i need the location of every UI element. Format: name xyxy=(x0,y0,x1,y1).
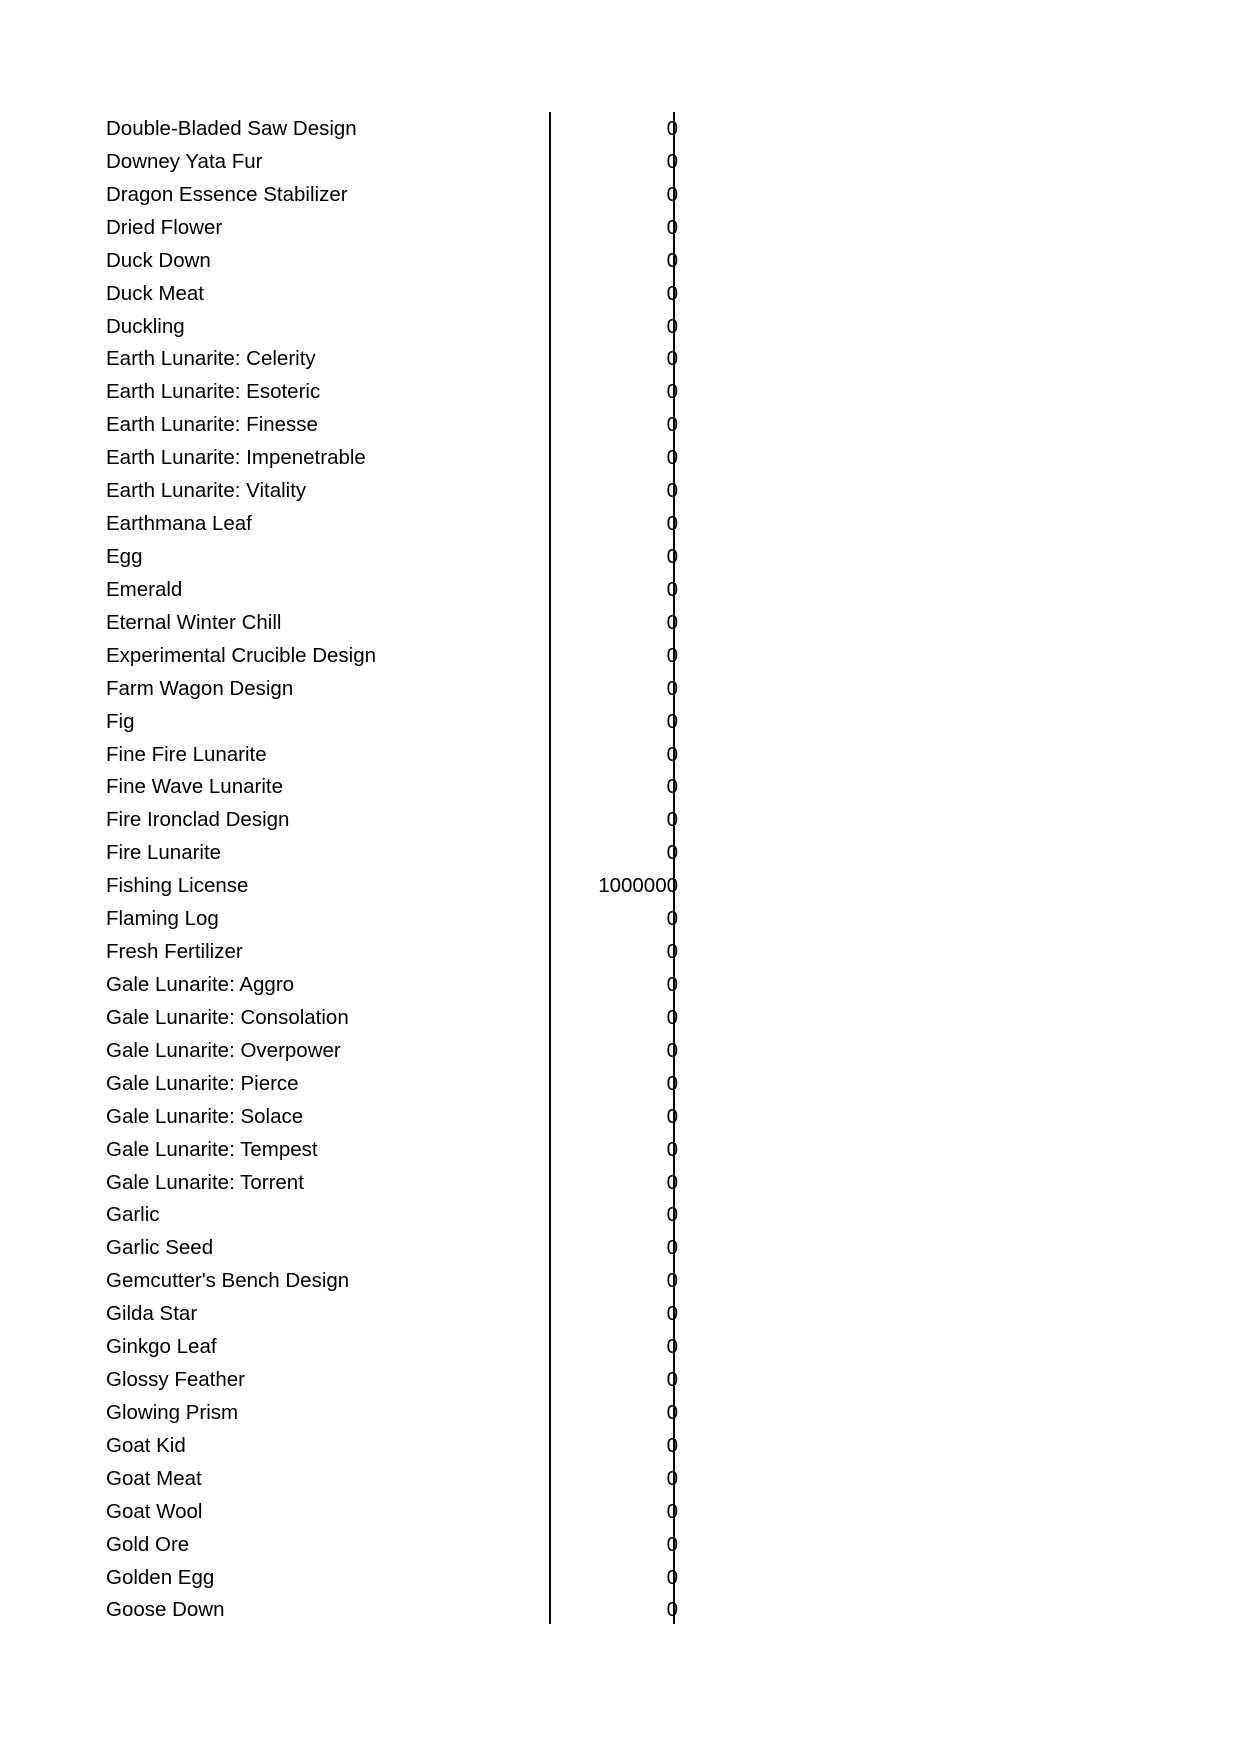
table-row xyxy=(106,776,686,809)
item-value: 0 xyxy=(666,347,678,371)
item-value: 0 xyxy=(666,577,678,601)
item-name: Glossy Feather xyxy=(106,1368,245,1392)
item-value: 0 xyxy=(666,1236,678,1260)
item-value: 0 xyxy=(666,1071,678,1095)
item-value: 0 xyxy=(666,1302,678,1326)
item-name: Earth Lunarite: Vitality xyxy=(106,479,307,503)
item-name: Garlic xyxy=(106,1203,160,1227)
item-value: 0 xyxy=(666,1038,678,1062)
table-row xyxy=(106,1172,686,1205)
table-row xyxy=(106,1534,686,1567)
item-name: Gilda Star xyxy=(106,1302,198,1326)
item-name: Farm Wagon Design xyxy=(106,676,294,700)
item-name: Earthmana Leaf xyxy=(106,512,252,536)
table-row xyxy=(106,118,686,151)
item-value: 0 xyxy=(666,1104,678,1128)
item-value: 0 xyxy=(666,775,678,799)
item-value: 0 xyxy=(666,709,678,733)
item-name: Eternal Winter Chill xyxy=(106,610,282,634)
item-value: 0 xyxy=(666,1499,678,1523)
item-name: Gale Lunarite: Overpower xyxy=(106,1038,341,1062)
table-row xyxy=(106,184,686,217)
item-name: Golden Egg xyxy=(106,1565,215,1589)
item-value: 0 xyxy=(666,1368,678,1392)
table-row xyxy=(106,348,686,381)
item-name: Earth Lunarite: Finesse xyxy=(106,413,318,437)
item-name: Gold Ore xyxy=(106,1532,190,1556)
item-name: Fine Fire Lunarite xyxy=(106,742,267,766)
table-row xyxy=(106,1040,686,1073)
item-name: Earth Lunarite: Impenetrable xyxy=(106,446,366,470)
table-row xyxy=(106,250,686,283)
item-name: Fire Lunarite xyxy=(106,841,222,865)
item-value: 0 xyxy=(666,380,678,404)
item-value: 0 xyxy=(666,1203,678,1227)
item-name: Earth Lunarite: Esoteric xyxy=(106,380,321,404)
item-value: 0 xyxy=(666,610,678,634)
item-value: 0 xyxy=(666,841,678,865)
item-name: Dragon Essence Stabilizer xyxy=(106,182,348,206)
item-table xyxy=(106,118,686,1632)
item-name: Downey Yata Fur xyxy=(106,149,263,173)
table-row xyxy=(106,1204,686,1237)
item-name: Flaming Log xyxy=(106,907,219,931)
table-row xyxy=(106,579,686,612)
table-row xyxy=(106,711,686,744)
table-row xyxy=(106,645,686,678)
item-name: Fishing License xyxy=(106,874,249,898)
table-row xyxy=(106,941,686,974)
item-value: 0 xyxy=(666,248,678,272)
table-row xyxy=(106,1435,686,1468)
table-row xyxy=(106,513,686,546)
item-value: 0 xyxy=(666,940,678,964)
item-value: 0 xyxy=(666,972,678,996)
table-row xyxy=(106,1270,686,1303)
item-name: Garlic Seed xyxy=(106,1236,214,1260)
table-row xyxy=(106,1073,686,1106)
table-row xyxy=(106,908,686,941)
item-value: 0 xyxy=(666,1598,678,1622)
item-value: 0 xyxy=(666,1565,678,1589)
table-row xyxy=(106,217,686,250)
item-value: 0 xyxy=(666,544,678,568)
table-row xyxy=(106,1237,686,1270)
table-row xyxy=(106,316,686,349)
item-value: 0 xyxy=(666,808,678,832)
item-name: Fresh Fertilizer xyxy=(106,940,243,964)
item-name: Gemcutter's Bench Design xyxy=(106,1269,350,1293)
item-value: 0 xyxy=(666,182,678,206)
item-name: Duck Meat xyxy=(106,281,204,305)
item-name: Experimental Crucible Design xyxy=(106,643,377,667)
item-value: 0 xyxy=(666,117,678,140)
item-value: 0 xyxy=(666,643,678,667)
table-row xyxy=(106,1599,686,1632)
table-row xyxy=(106,612,686,645)
item-name: Gale Lunarite: Aggro xyxy=(106,972,295,996)
item-name: Fig xyxy=(106,709,135,733)
table-row xyxy=(106,1106,686,1139)
item-name: Ginkgo Leaf xyxy=(106,1335,217,1359)
item-value: 0 xyxy=(666,1137,678,1161)
item-name: Gale Lunarite: Pierce xyxy=(106,1071,299,1095)
item-value: 0 xyxy=(666,446,678,470)
item-value: 0 xyxy=(666,314,678,338)
table-row xyxy=(106,1007,686,1040)
table-row xyxy=(106,1468,686,1501)
table-row xyxy=(106,414,686,447)
item-value: 0 xyxy=(666,1433,678,1457)
table-row xyxy=(106,480,686,513)
item-name: Gale Lunarite: Tempest xyxy=(106,1137,318,1161)
table-row xyxy=(106,1369,686,1402)
item-name: Goat Wool xyxy=(106,1499,203,1523)
item-value: 0 xyxy=(666,1005,678,1029)
table-row xyxy=(106,381,686,414)
item-value: 1000000 xyxy=(598,874,678,898)
table-row xyxy=(106,1402,686,1435)
item-name: Goat Meat xyxy=(106,1466,202,1490)
table-row xyxy=(106,283,686,316)
item-name: Glowing Prism xyxy=(106,1400,239,1424)
table-row xyxy=(106,546,686,579)
item-name: Double-Bladed Saw Design xyxy=(106,117,357,140)
item-name: Gale Lunarite: Consolation xyxy=(106,1005,349,1029)
item-value: 0 xyxy=(666,149,678,173)
table-row xyxy=(106,842,686,875)
table-row xyxy=(106,974,686,1007)
table-row xyxy=(106,1567,686,1600)
item-name: Dried Flower xyxy=(106,215,223,239)
item-name: Egg xyxy=(106,544,143,568)
item-name: Gale Lunarite: Torrent xyxy=(106,1170,304,1194)
table-row xyxy=(106,1303,686,1336)
item-value: 0 xyxy=(666,1466,678,1490)
table-row xyxy=(106,1139,686,1172)
item-value: 0 xyxy=(666,1335,678,1359)
item-name: Goat Kid xyxy=(106,1433,186,1457)
item-name: Goose Down xyxy=(106,1598,225,1622)
table-row xyxy=(106,678,686,711)
table-row xyxy=(106,744,686,777)
item-value: 0 xyxy=(666,512,678,536)
table-row xyxy=(106,447,686,480)
item-name: Earth Lunarite: Celerity xyxy=(106,347,316,371)
item-name: Fine Wave Lunarite xyxy=(106,775,283,799)
table-row xyxy=(106,875,686,908)
item-value: 0 xyxy=(666,215,678,239)
item-value: 0 xyxy=(666,1400,678,1424)
item-value: 0 xyxy=(666,1170,678,1194)
item-value: 0 xyxy=(666,1532,678,1556)
item-name: Duckling xyxy=(106,314,185,338)
item-name: Duck Down xyxy=(106,248,211,272)
item-value: 0 xyxy=(666,676,678,700)
item-value: 0 xyxy=(666,413,678,437)
item-value: 0 xyxy=(666,907,678,931)
item-value: 0 xyxy=(666,1269,678,1293)
table-row xyxy=(106,809,686,842)
item-value: 0 xyxy=(666,479,678,503)
item-value: 0 xyxy=(666,281,678,305)
table-row xyxy=(106,1336,686,1369)
item-name: Emerald xyxy=(106,577,183,601)
table-row xyxy=(106,151,686,184)
item-value: 0 xyxy=(666,742,678,766)
item-name: Fire Ironclad Design xyxy=(106,808,290,832)
item-name: Gale Lunarite: Solace xyxy=(106,1104,304,1128)
table-row xyxy=(106,1501,686,1534)
